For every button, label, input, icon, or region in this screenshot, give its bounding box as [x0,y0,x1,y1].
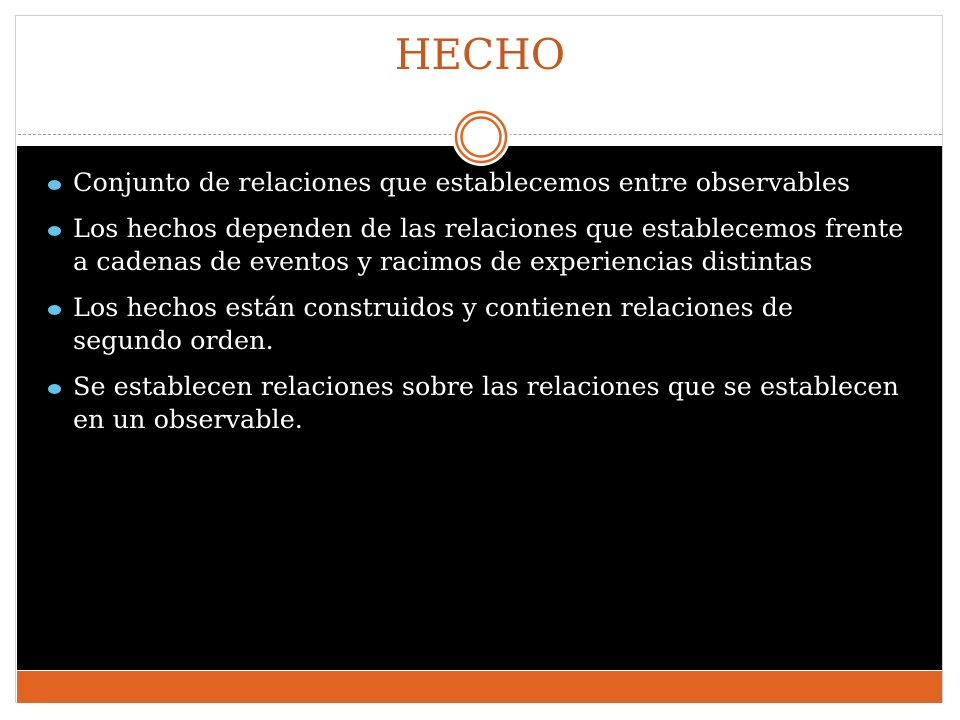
bullet-dot-icon [48,180,61,190]
bullet-list [48,167,908,450]
list-item [48,371,908,437]
slide-title: HECHO [394,30,566,79]
bullet-text: Conjunto de relaciones que establecemos entre observables [73,168,851,198]
bullet-dot-icon [48,226,61,236]
footer-bar [17,671,942,703]
bullet-text: Los hechos están construidos y contienen relaciones de segundo orden. [73,293,794,356]
bullet-text: Se establecen relaciones sobre las relaciones que se establecen en un observable. [73,372,899,435]
list-item [48,292,908,358]
ring-icon [452,108,510,166]
bullet-dot-icon [48,384,61,394]
bullet-text: Los hechos dependen de las relaciones que establecemos frente a cadenas de eventos y racimos de experiencias distintas [73,214,904,277]
list-item [48,213,908,279]
bullet-dot-icon [48,305,61,315]
list-item [48,167,908,200]
